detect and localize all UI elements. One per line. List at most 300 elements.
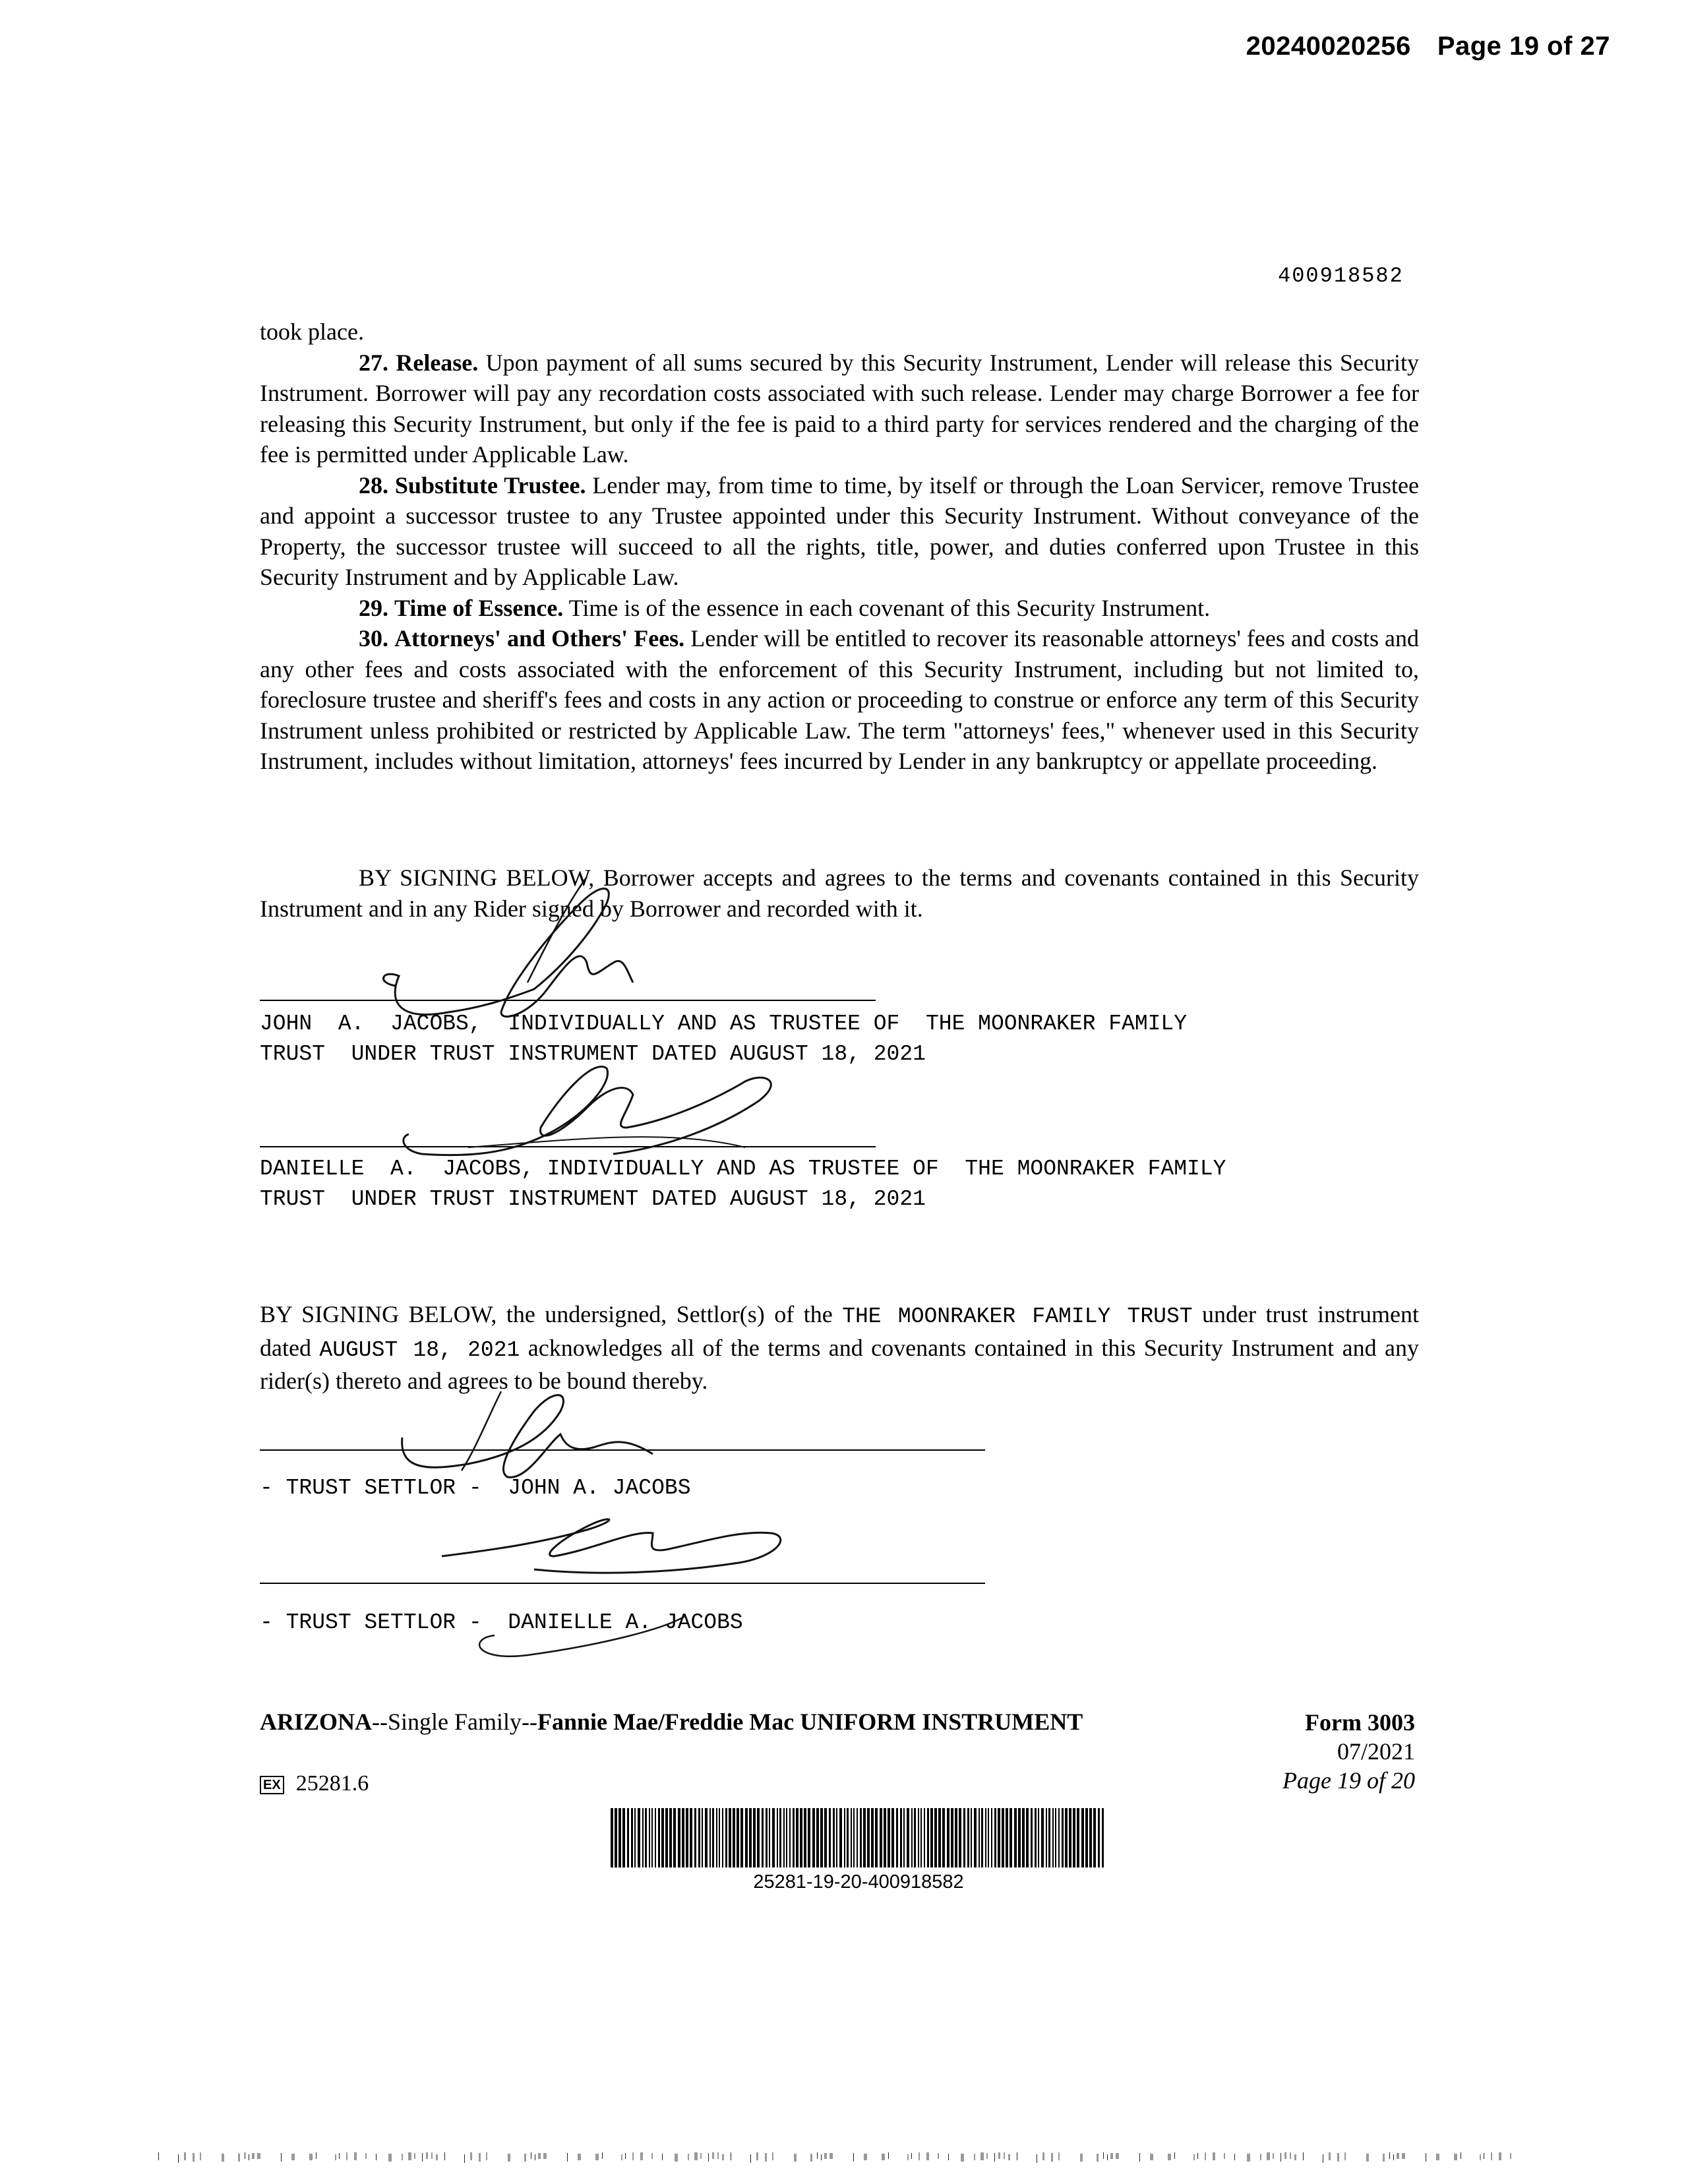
barcode-bar — [955, 1808, 957, 1867]
barcode-bar — [907, 1808, 909, 1867]
scan-speck — [346, 2152, 347, 2160]
scan-speck — [335, 2154, 336, 2160]
barcode-bar — [804, 1808, 806, 1867]
barcode-bar — [669, 1808, 672, 1867]
scan-speck — [1491, 2152, 1492, 2160]
scan-speck — [1058, 2152, 1060, 2160]
scan-speck — [436, 2154, 438, 2160]
barcode-bar — [1077, 1808, 1079, 1867]
scan-speck — [1103, 2152, 1104, 2159]
scan-speck — [486, 2152, 487, 2160]
scan-speck — [365, 2153, 367, 2159]
barcode-bar — [1069, 1808, 1071, 1867]
signing-intro: BY SIGNING BELOW, Borrower accepts and agrees to the terms and covenants contained in this Security Instrument and in any Rider signed by Borrower and recorded with it. — [260, 864, 1419, 922]
barcode-bar — [786, 1808, 787, 1867]
scan-speck — [538, 2153, 541, 2159]
barcode-bar — [851, 1808, 852, 1867]
scan-artifact-strip — [158, 2152, 1530, 2166]
scan-speck — [1042, 2152, 1044, 2160]
scan-speck — [907, 2154, 909, 2160]
scan-speck — [1197, 2153, 1198, 2159]
scan-speck — [470, 2152, 472, 2160]
scan-speck — [864, 2154, 867, 2160]
barcode-bar — [947, 1808, 950, 1867]
scan-speck — [479, 2153, 481, 2162]
carryover-text: took place. — [260, 318, 364, 345]
settlor-text: acknowledges all of the terms and covenants contained in this Security Instrument and any rider(s) thereto and agrees to be bound thereby. — [260, 1334, 1419, 1394]
scan-speck — [1366, 2154, 1369, 2162]
scan-speck — [508, 2154, 510, 2162]
scan-speck — [1480, 2154, 1481, 2160]
danielle-jacobs-signature-1 — [389, 1055, 811, 1174]
barcode-bar — [665, 1808, 668, 1867]
barcode-bar — [1022, 1808, 1025, 1867]
barcode-bar — [1058, 1808, 1060, 1867]
scan-speck — [640, 2152, 643, 2160]
scan-speck — [1116, 2153, 1119, 2159]
scan-speck — [1273, 2153, 1274, 2159]
scan-speck — [1234, 2154, 1235, 2160]
section-number: 27. — [359, 349, 388, 376]
state-name: ARIZONA — [260, 1709, 373, 1735]
barcode-bar — [833, 1808, 835, 1867]
barcode-bar — [642, 1808, 644, 1867]
scan-speck — [994, 2153, 995, 2162]
barcode-bar — [871, 1808, 874, 1867]
barcode-bar — [884, 1808, 886, 1867]
barcode-bar — [615, 1808, 617, 1867]
barcode-bar — [651, 1808, 653, 1867]
section-text: Lender will be entitled to recover its reasonable attorneys' fees and costs and any other fees and costs associated with the enforcement of this Security Instrument, including but not limited to, foreclosure trustee and sheriff's fees and costs in any action or proceeding to construe or enforce any term of this Security Instrument unless prohibited or restricted by Applicable Law. The term "attorneys' fees," whenever used in this Security Instrument, includes without limitation, attorneys' fees incurred by Lender in any bankruptcy or appellate proceeding. — [260, 625, 1420, 774]
barcode-bar — [820, 1808, 823, 1867]
scan-speck — [1284, 2152, 1286, 2159]
recording-header — [1246, 32, 1610, 61]
scan-speck — [422, 2153, 423, 2162]
barcode-bar — [611, 1808, 613, 1867]
recording-number: 20240020256 — [1246, 32, 1411, 61]
trust-name: THE MOONRAKER FAMILY TRUST — [842, 1304, 1193, 1329]
barcode-bar — [658, 1808, 660, 1867]
john-jacobs-signature-1 — [369, 857, 673, 1029]
barcode-bar — [927, 1808, 929, 1867]
scan-speck — [938, 2153, 939, 2159]
scan-speck — [817, 2152, 818, 2159]
barcode-bar — [1038, 1808, 1039, 1867]
doc-code — [260, 1771, 369, 1796]
scan-speck — [829, 2153, 833, 2159]
barcode-bar — [709, 1808, 711, 1867]
scan-speck — [1247, 2154, 1250, 2162]
scan-speck — [750, 2154, 751, 2163]
barcode-bar — [1089, 1808, 1092, 1867]
barcode-bar — [942, 1808, 945, 1867]
section-text: Upon payment of all sums secured by this Security Instrument, Lender will release this Security Instrument. Borrower will pay any recordation costs associated with such release. Lender may charge Borrower a fee for releasing this Security Instrument, but only if the fee is paid to a third party for services rendered and the charging of the fee is permitted under Applicable Law. — [260, 349, 1420, 468]
scan-speck — [252, 2153, 255, 2159]
section-number: 28. — [359, 471, 388, 499]
scan-speck — [1267, 2152, 1270, 2160]
scan-speck — [621, 2154, 622, 2160]
barcode-bar — [1055, 1808, 1056, 1867]
scan-speck — [1260, 2154, 1261, 2160]
scan-speck — [712, 2152, 714, 2159]
barcode-bar — [1102, 1808, 1104, 1867]
section-title: Substitute Trustee. — [394, 471, 586, 499]
barcode-bar — [725, 1808, 727, 1867]
section-substitute-trustee — [260, 470, 1419, 593]
barcode-bar — [712, 1808, 714, 1867]
barcode-bar — [698, 1808, 700, 1867]
scan-speck — [1393, 2154, 1394, 2160]
form-page: Page 19 of 20 — [1282, 1767, 1415, 1794]
barcode-bar — [678, 1808, 680, 1867]
barcode-bar — [793, 1808, 795, 1867]
barcode — [611, 1808, 1106, 1867]
scan-speck — [662, 2154, 663, 2160]
scan-speck — [1051, 2153, 1053, 2162]
barcode-bar — [985, 1808, 986, 1867]
scan-speck — [722, 2154, 724, 2160]
barcode-bar — [1041, 1808, 1044, 1867]
form-description — [260, 1708, 1083, 1736]
scan-speck — [821, 2154, 822, 2160]
barcode-text: 25281-19-20-400918582 — [753, 1871, 964, 1893]
barcode-bar — [800, 1808, 802, 1867]
scan-speck — [291, 2154, 295, 2160]
scan-speck — [882, 2154, 885, 2160]
scan-speck — [1150, 2154, 1153, 2160]
borrower-name-line: JOHN A. JACOBS, INDIVIDUALLY AND AS TRUSTEE OF THE MOONRAKER FAMILY — [260, 1012, 1188, 1036]
barcode-bar — [853, 1808, 855, 1867]
scan-speck — [1383, 2154, 1385, 2162]
scan-speck — [1303, 2152, 1304, 2160]
barcode-bar — [967, 1808, 969, 1867]
scan-speck — [1389, 2152, 1390, 2159]
barcode-bar — [1014, 1808, 1017, 1867]
scan-speck — [158, 2152, 159, 2160]
section-text: Time is of the essence in each covenant of this Security Instrument. — [568, 594, 1211, 621]
section-title: Attorneys' and Others' Fees. — [394, 625, 685, 652]
scan-speck — [184, 2152, 186, 2160]
barcode-bar — [1035, 1808, 1037, 1867]
section-number: 30. — [359, 625, 388, 652]
barcode-bar — [772, 1808, 775, 1867]
scan-speck — [961, 2154, 964, 2162]
barcode-bar — [1026, 1808, 1029, 1867]
section-attorneys-fees — [260, 623, 1419, 777]
scan-speck — [810, 2154, 812, 2162]
scan-speck — [426, 2152, 428, 2159]
barcode-bar — [1010, 1808, 1012, 1867]
scan-speck — [1193, 2154, 1195, 2160]
scan-speck — [824, 2153, 827, 2159]
barcode-bar — [627, 1808, 629, 1867]
barcode-bar — [661, 1808, 664, 1867]
scan-speck — [1213, 2152, 1215, 2160]
scan-speck — [595, 2154, 599, 2160]
settlor-text: under trust instrument dated — [260, 1301, 1420, 1361]
form-info — [1282, 1708, 1415, 1795]
barcode-bar — [844, 1808, 845, 1867]
scan-speck — [974, 2154, 975, 2160]
barcode-bar — [914, 1808, 916, 1867]
scan-speck — [1337, 2153, 1339, 2162]
barcode-bar — [655, 1808, 656, 1867]
barcode-bar — [979, 1808, 980, 1867]
scan-speck — [1294, 2154, 1296, 2160]
barcode-bar — [1085, 1808, 1088, 1867]
barcode-bar — [971, 1808, 972, 1867]
barcode-bar — [959, 1808, 961, 1867]
barcode-bar — [649, 1808, 650, 1867]
scan-speck — [1107, 2154, 1108, 2160]
barcode-bar — [631, 1808, 633, 1867]
barcode-bar — [789, 1808, 791, 1867]
barcode-bar — [994, 1808, 996, 1867]
trust-date: AUGUST 18, 2021 — [319, 1337, 520, 1362]
scan-speck — [926, 2152, 929, 2160]
barcode-bar — [716, 1808, 717, 1867]
scan-speck — [1499, 2152, 1501, 2160]
barcode-bar — [694, 1808, 696, 1867]
barcode-bar — [769, 1808, 770, 1867]
barcode-bar — [867, 1808, 870, 1867]
barcode-bar — [1073, 1808, 1075, 1867]
scan-speck — [765, 2153, 767, 2162]
scan-speck — [1205, 2152, 1206, 2160]
barcode-bar — [891, 1808, 894, 1867]
instrument-name: Fannie Mae/Freddie Mac UNIFORM INSTRUMENT — [537, 1709, 1083, 1735]
barcode-bar — [740, 1808, 743, 1867]
barcode-bar — [824, 1808, 827, 1867]
barcode-bar — [963, 1808, 965, 1867]
barcode-bar — [1031, 1808, 1033, 1867]
scan-speck — [998, 2152, 1000, 2159]
scan-speck — [632, 2152, 634, 2160]
settlor-1-label: - TRUST SETTLOR - JOHN A. JACOBS — [260, 1476, 691, 1500]
barcode-bar — [988, 1808, 989, 1867]
scan-speck — [888, 2152, 889, 2159]
scan-speck — [602, 2152, 603, 2159]
barcode-bar — [860, 1808, 862, 1867]
barcode-bar — [918, 1808, 919, 1867]
loan-number: 400918582 — [1278, 264, 1404, 288]
barcode-bar — [911, 1808, 913, 1867]
barcode-bar — [1018, 1808, 1021, 1867]
scan-speck — [543, 2153, 547, 2159]
scan-speck — [388, 2154, 392, 2162]
barcode-bar — [634, 1808, 636, 1867]
barcode-bar — [749, 1808, 752, 1867]
barcode-bar — [863, 1808, 866, 1867]
scan-speck — [524, 2154, 526, 2162]
scan-speck — [651, 2153, 653, 2159]
barcode-bar — [1046, 1808, 1047, 1867]
scan-speck — [444, 2152, 445, 2160]
barcode-bar — [690, 1808, 692, 1867]
scan-speck — [431, 2152, 433, 2159]
scan-speck — [700, 2153, 702, 2159]
scan-speck — [986, 2153, 988, 2159]
john-jacobs-signature-2 — [389, 1372, 666, 1490]
barcode-bar — [618, 1808, 621, 1867]
barcode-bar — [981, 1808, 983, 1867]
barcode-bar — [1048, 1808, 1050, 1867]
barcode-bar — [622, 1808, 625, 1867]
scan-speck — [1110, 2153, 1113, 2159]
barcode-bar — [753, 1808, 756, 1867]
barcode-bar — [938, 1808, 941, 1867]
barcode-bar — [705, 1808, 708, 1867]
barcode-bar — [777, 1808, 778, 1867]
barcode-bar — [808, 1808, 810, 1867]
barcode-bar — [733, 1808, 735, 1867]
scan-speck — [694, 2152, 698, 2160]
barcode-bar — [930, 1808, 933, 1867]
barcode-bar — [920, 1808, 922, 1867]
scan-speck — [257, 2153, 260, 2159]
barcode-bar — [1081, 1808, 1084, 1867]
barcode-bar — [847, 1808, 849, 1867]
settlor-text: BY SIGNING BELOW, the undersigned, Settlor(s) of the — [260, 1301, 843, 1327]
scan-speck — [756, 2152, 758, 2160]
barcode-bar — [779, 1808, 781, 1867]
barcode-bar — [998, 1808, 1000, 1867]
scan-speck — [1510, 2153, 1511, 2159]
barcode-bar — [686, 1808, 688, 1867]
barcode-bar — [783, 1808, 785, 1867]
scan-speck — [794, 2154, 797, 2162]
barcode-bar — [816, 1808, 819, 1867]
scan-speck — [911, 2153, 912, 2159]
borrower-name-line: TRUST UNDER TRUST INSTRUMENT DATED AUGUST 18, 2021 — [260, 1187, 926, 1211]
barcode-bar — [745, 1808, 748, 1867]
barcode-bar — [836, 1808, 837, 1867]
recording-page-label: Page 19 of 27 — [1437, 32, 1610, 61]
danielle-jacobs-signature-2 — [435, 1503, 804, 1662]
barcode-bar — [839, 1808, 842, 1867]
barcode-bar — [903, 1808, 905, 1867]
section-text: Lender may, from time to time, by itself or through the Loan Servicer, remove Trustee and appoint a successor trustee to any Trustee appointed under this Security Instrument. Without conveyance of the Property, the successor trustee will succeed to all the rights, title, power, and duties conferred upon Trustee in this Security Instrument and by Applicable Law. — [260, 471, 1419, 590]
barcode-bar — [729, 1808, 731, 1867]
form-type: --Single Family-- — [372, 1709, 537, 1735]
scan-speck — [1436, 2154, 1439, 2160]
scan-speck — [339, 2153, 340, 2159]
barcode-bar — [682, 1808, 684, 1867]
barcode-bar — [757, 1808, 760, 1867]
barcode-bar — [638, 1808, 640, 1867]
barcode-bar — [1002, 1808, 1004, 1867]
barcode-bar — [737, 1808, 739, 1867]
barcode-bar — [673, 1808, 676, 1867]
barcode-bar — [880, 1808, 882, 1867]
barcode-bar — [888, 1808, 890, 1867]
barcode-bar — [762, 1808, 764, 1867]
scan-speck — [200, 2152, 201, 2160]
barcode-bar — [1098, 1808, 1100, 1867]
barcode-bar — [1093, 1808, 1096, 1867]
scan-speck — [281, 2153, 282, 2162]
scan-speck — [1224, 2153, 1225, 2159]
barcode-bar — [719, 1808, 720, 1867]
scan-speck — [578, 2154, 581, 2160]
document-body — [260, 317, 1419, 777]
barcode-bar — [766, 1808, 768, 1867]
section-title: Release. — [396, 349, 479, 376]
barcode-bar — [900, 1808, 902, 1867]
scan-speck — [980, 2152, 984, 2160]
form-date: 07/2021 — [1337, 1738, 1415, 1765]
barcode-bar — [1006, 1808, 1008, 1867]
barcode-bar — [1052, 1808, 1054, 1867]
scan-speck — [1402, 2153, 1405, 2159]
scan-speck — [1290, 2152, 1291, 2159]
barcode-bar — [812, 1808, 815, 1867]
scan-speck — [1174, 2152, 1175, 2159]
form-number: Form 3003 — [1305, 1709, 1415, 1736]
scan-speck — [408, 2152, 411, 2160]
barcode-bar — [796, 1808, 799, 1867]
scan-speck — [1004, 2152, 1005, 2159]
ex-icon: EX — [260, 1776, 284, 1794]
barcode-bar — [974, 1808, 977, 1867]
barcode-bar — [896, 1808, 898, 1867]
scan-speck — [772, 2152, 773, 2160]
barcode-bar — [1062, 1808, 1064, 1867]
section-time-of-essence — [260, 593, 1419, 624]
barcode-bar — [857, 1808, 858, 1867]
scan-speck — [1080, 2154, 1083, 2162]
scan-speck — [1397, 2153, 1399, 2159]
scan-speck — [402, 2154, 403, 2160]
barcode-bar — [924, 1808, 925, 1867]
barcode-bar — [875, 1808, 878, 1867]
scan-speck — [688, 2154, 689, 2160]
scan-speck — [919, 2152, 920, 2160]
borrower-name-line: DANIELLE A. JACOBS, INDIVIDUALLY AND AS TRUSTEE OF THE MOONRAKER FAMILY — [260, 1157, 1226, 1181]
barcode-bar — [934, 1808, 937, 1867]
scan-speck — [1454, 2154, 1457, 2160]
section-number: 29. — [359, 594, 388, 621]
scan-speck — [675, 2154, 678, 2162]
scan-speck — [717, 2152, 719, 2159]
scan-speck — [1344, 2152, 1346, 2160]
scan-speck — [948, 2154, 949, 2160]
barcode-bar — [702, 1808, 703, 1867]
barcode-bar — [829, 1808, 831, 1867]
scan-speck — [625, 2153, 626, 2159]
scan-speck — [178, 2154, 179, 2163]
scan-speck — [567, 2153, 568, 2162]
barcode-bar — [645, 1808, 647, 1867]
scan-speck — [1097, 2154, 1099, 2162]
scan-speck — [1168, 2154, 1171, 2160]
scan-speck — [708, 2153, 709, 2162]
scan-speck — [464, 2154, 465, 2163]
scan-speck — [1008, 2154, 1010, 2160]
barcode-bar — [722, 1808, 723, 1867]
scan-speck — [1329, 2152, 1331, 2160]
scan-speck — [238, 2154, 240, 2162]
scan-speck — [222, 2154, 224, 2162]
borrower-name-line: TRUST UNDER TRUST INSTRUMENT DATED AUGUST 18, 2021 — [260, 1042, 926, 1066]
doc-code-value: 25281.6 — [295, 1771, 369, 1796]
section-release — [260, 348, 1419, 470]
scan-speck — [853, 2153, 854, 2162]
section-title: Time of Essence. — [394, 594, 564, 621]
scan-speck — [414, 2153, 415, 2159]
scan-speck — [354, 2152, 357, 2160]
settlor-2-label: - TRUST SETTLOR - DANIELLE A. JACOBS — [260, 1610, 743, 1635]
